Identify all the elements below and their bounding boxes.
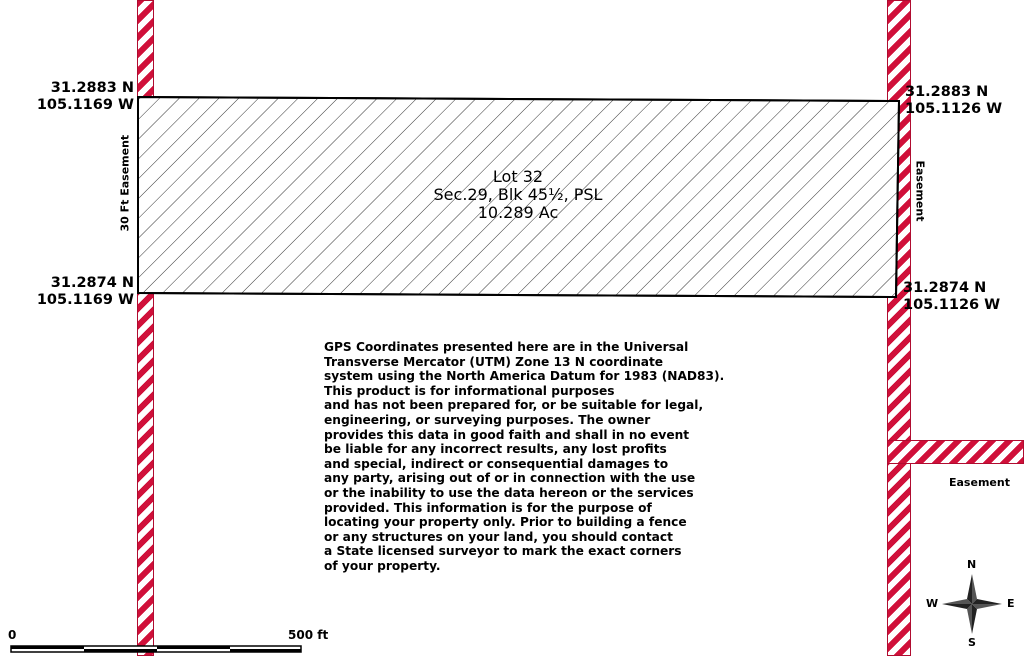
southeast-easement-label: Easement [949, 476, 1010, 489]
sw-lat: 31.2874 N [50, 275, 134, 291]
disclaimer-line: provides this data in good faith and shall in no event [324, 427, 690, 442]
disclaimer-line: any party, arising out of or in connection with the use [324, 471, 696, 486]
lot-label [420, 168, 616, 222]
scale-bar [10, 645, 310, 655]
se-corner-coords [903, 280, 1000, 314]
disclaimer-line: or the inability to use the data hereon or the services [324, 485, 694, 500]
disclaimer-line: a State licensed surveyor to mark the exact corners [324, 544, 682, 559]
compass-west: W [926, 597, 939, 610]
compass-south: S [968, 636, 976, 649]
east-easement-label: Easement [913, 160, 927, 222]
ne-lon: 105.1126 W [905, 101, 1003, 117]
compass-north: N [967, 558, 977, 571]
lot-number: Lot 32 [492, 167, 544, 186]
disclaimer-line: be liable for any incorrect results, any lost profits [324, 442, 667, 457]
compass-rose-icon [937, 570, 1007, 640]
sw-lon: 105.1169 W [36, 292, 134, 308]
se-lat: 31.2874 N [903, 280, 987, 296]
scale-end-label: 500 ft [288, 628, 329, 642]
nw-lat: 31.2883 N [50, 80, 134, 96]
ne-lat: 31.2883 N [905, 84, 989, 100]
nw-corner-coords [30, 80, 134, 114]
disclaimer-line: of your property. [324, 558, 441, 573]
disclaimer-line: provided. This information is for the purpose of [324, 500, 652, 515]
disclaimer-line: or any structures on your land, you should contact [324, 529, 673, 544]
sw-corner-coords [30, 275, 134, 309]
disclaimer-line: and has not been prepared for, or be suitable for legal, [324, 398, 704, 413]
disclaimer-line: system using the North America Datum for 1983 (NAD83). [324, 369, 725, 384]
disclaimer-line: and special, indirect or consequential damages to [324, 456, 669, 471]
nw-lon: 105.1169 W [36, 97, 134, 113]
disclaimer-line: Transverse Mercator (UTM) Zone 13 N coordinate [324, 354, 664, 369]
ne-corner-coords [905, 84, 1002, 118]
compass-east: E [1007, 597, 1015, 610]
disclaimer-line: engineering, or surveying purposes. The owner [324, 412, 651, 427]
west-easement-label: 30 Ft Easement [118, 134, 132, 232]
disclaimer-line: GPS Coordinates presented here are in the Universal [324, 340, 689, 354]
scale-start-label: 0 [8, 628, 17, 642]
lot-area: 10.289 Ac [477, 203, 559, 222]
disclaimer-text [324, 340, 725, 574]
lot-section: Sec.29, Blk 45½, PSL [433, 185, 603, 204]
disclaimer-line: This product is for informational purposes [324, 383, 615, 398]
se-lon: 105.1126 W [903, 297, 1001, 313]
disclaimer-line: locating your property only. Prior to building a fence [324, 515, 687, 530]
